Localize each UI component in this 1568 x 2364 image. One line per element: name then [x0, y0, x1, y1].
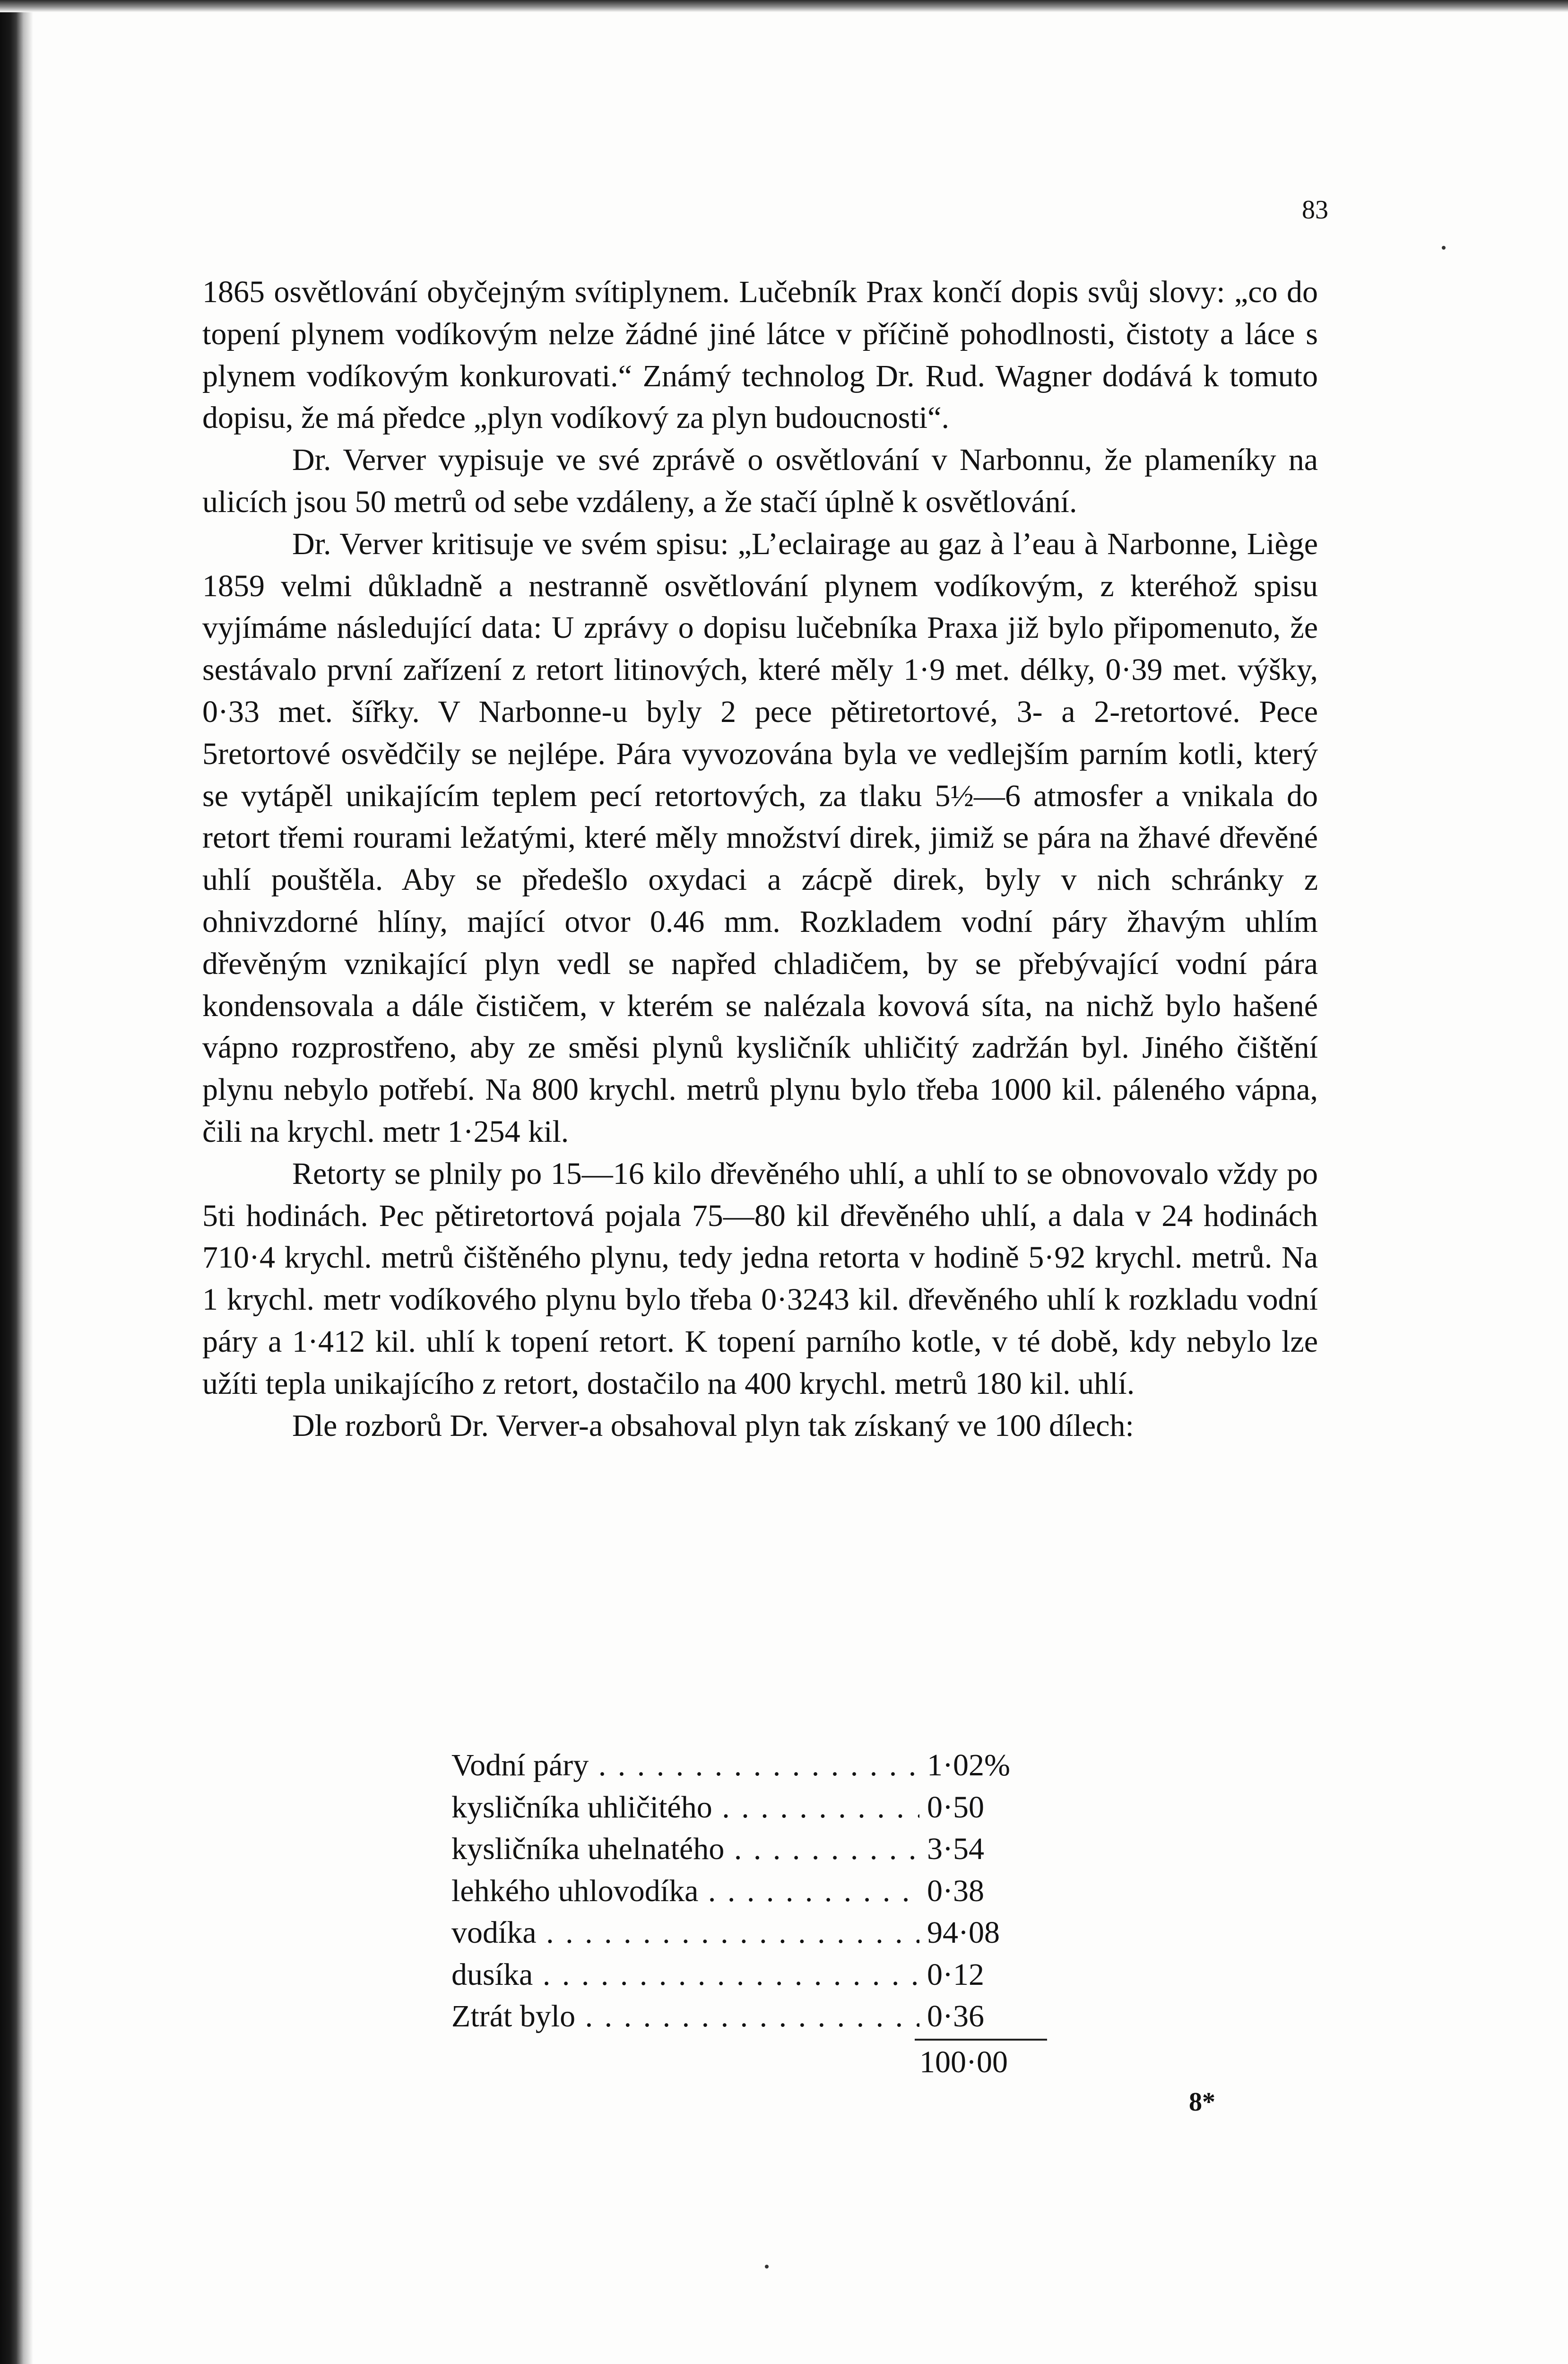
composition-row — [451, 1828, 1052, 1870]
signature-mark: 8* — [1189, 2087, 1215, 2117]
composition-value: 0·38 — [924, 1870, 1040, 1912]
paragraph-5: Dle rozborů Dr. Verver-a obsahoval plyn tak získaný ve 100 dílech: — [292, 1408, 1134, 1443]
paragraph-1: 1865 osvětlování obyčejným svítiplynem. Lučebník Prax končí dopis svůj slovy: „co do topení plynem vodíkovým nelze žádné jiné látce v příčině pohodlnosti, čistoty a láce s plynem vodíkovým konkurovati.“ Známý technolog Dr. Rud. Wagner dodává k tomuto dopisu, že má předce „plyn vodíkový za plyn budoucnosti“. — [202, 275, 1318, 435]
composition-value: 0·50 — [924, 1787, 1040, 1829]
composition-label: lehkého uhlovodíka . . . — [451, 1870, 919, 1912]
composition-value: 0·12 — [924, 1954, 1040, 1996]
scan-speck — [1442, 246, 1446, 250]
composition-row — [451, 1996, 1052, 2038]
gas-composition-table — [451, 1745, 1052, 2038]
composition-label: kysličníka uhličitého . . . — [451, 1787, 919, 1829]
composition-label: Ztrát bylo . . . — [451, 1996, 919, 2038]
body-text — [202, 271, 1318, 1447]
composition-value: 94·08 — [924, 1912, 1040, 1954]
paragraph-3: Dr. Verver kritisuje ve svém spisu: „L’eclairage au gaz à l’eau à Narbonne, Liège 1859 velmi důkladně a nestranně osvětlování plynem vodíkovým, z kteréhož spisu vyjímáme následující data: U zprávy o dopisu lučebníka Praxa již bylo připomenuto, že sestávalo první zařízení z retort litinových, které měly 1·9 met. délky, 0·39 met. výšky, 0·33 met. šířky. V Narbonne-u byly 2 pece pětiretortové, 3- a 2-retortové. Pece 5retortové osvědčily se nejlépe. Pára vyvozována byla ve vedlejším parním kotli, který se vytápěl unikajícím teplem pecí retortových, za tlaku 5½—6 atmosfer a vnikala do retort třemi rourami ležatými, které měly množství direk, jimiž se pára na žhavé dřevěné uhlí pouštěla. Aby se předešlo oxydaci a zácpě direk, byly v nich schránky z ohnivzdorné hlíny, mající otvor 0.46 mm. Rozkladem vodní páry žhavým uhlím dřevěným vznikající plyn vedl se napřed chladičem, by se přebývající vodní pára kondensovala a dále čističem, v kterém se nalézala kovová síta, na nichž bylo hašené vápno rozprostřeno, aby ze směsi plynů kysličník uhličitý zadržán byl. Jiného čištění plynu nebylo potřebí. Na 800 krychl. metrů plynu bylo třeba 1000 kil. páleného vápna, čili na krychl. metr 1·254 kil. — [202, 526, 1318, 1149]
composition-label: kysličníka uhelnatého . . . — [451, 1828, 919, 1870]
composition-row — [451, 1870, 1052, 1912]
scan-top-edge — [0, 0, 1568, 12]
paragraph-4: Retorty se plnily po 15—16 kilo dřevěného uhlí, a uhlí to se obnovovalo vždy po 5ti hodinách. Pec pětiretortová pojala 75—80 kil dřevěného uhlí, a dala v 24 hodinách 710·4 krychl. metrů čištěného plynu, tedy jedna retorta v hodině 5·92 krychl. metrů. Na 1 krychl. metr vodíkového plynu bylo třeba 0·3243 kil. dřevěného uhlí k rozkladu vodní páry a 1·412 kil. uhlí k topení retort. K topení parního kotle, v té době, kdy nebylo lze užíti tepla unikajícího z retort, dostačilo na 400 krychl. metrů 180 kil. uhlí. — [202, 1156, 1318, 1401]
paragraph-2: Dr. Verver vypisuje ve své zprávě o osvětlování v Narbonnu, že plameníky na ulicích jsou 50 metrů od sebe vzdáleny, a že stačí úplně k osvětlování. — [202, 443, 1318, 519]
composition-value: 3·54 — [924, 1828, 1040, 1870]
composition-row — [451, 1912, 1052, 1954]
composition-row — [451, 1745, 1052, 1787]
composition-value: 1·02% — [924, 1745, 1040, 1787]
composition-label: Vodní páry . . . — [451, 1745, 919, 1787]
composition-label: dusíka . . . — [451, 1954, 919, 1996]
composition-label: vodíka . . . — [451, 1912, 919, 1954]
composition-row — [451, 1954, 1052, 1996]
scan-binding-edge — [0, 0, 33, 2364]
composition-total: 100·00 — [919, 2045, 1008, 2079]
composition-value: 0·36 — [924, 1996, 1040, 2038]
scan-speck — [765, 2265, 769, 2268]
sum-rule — [915, 2039, 1047, 2041]
page-number: 83 — [1302, 195, 1328, 225]
composition-row — [451, 1787, 1052, 1829]
